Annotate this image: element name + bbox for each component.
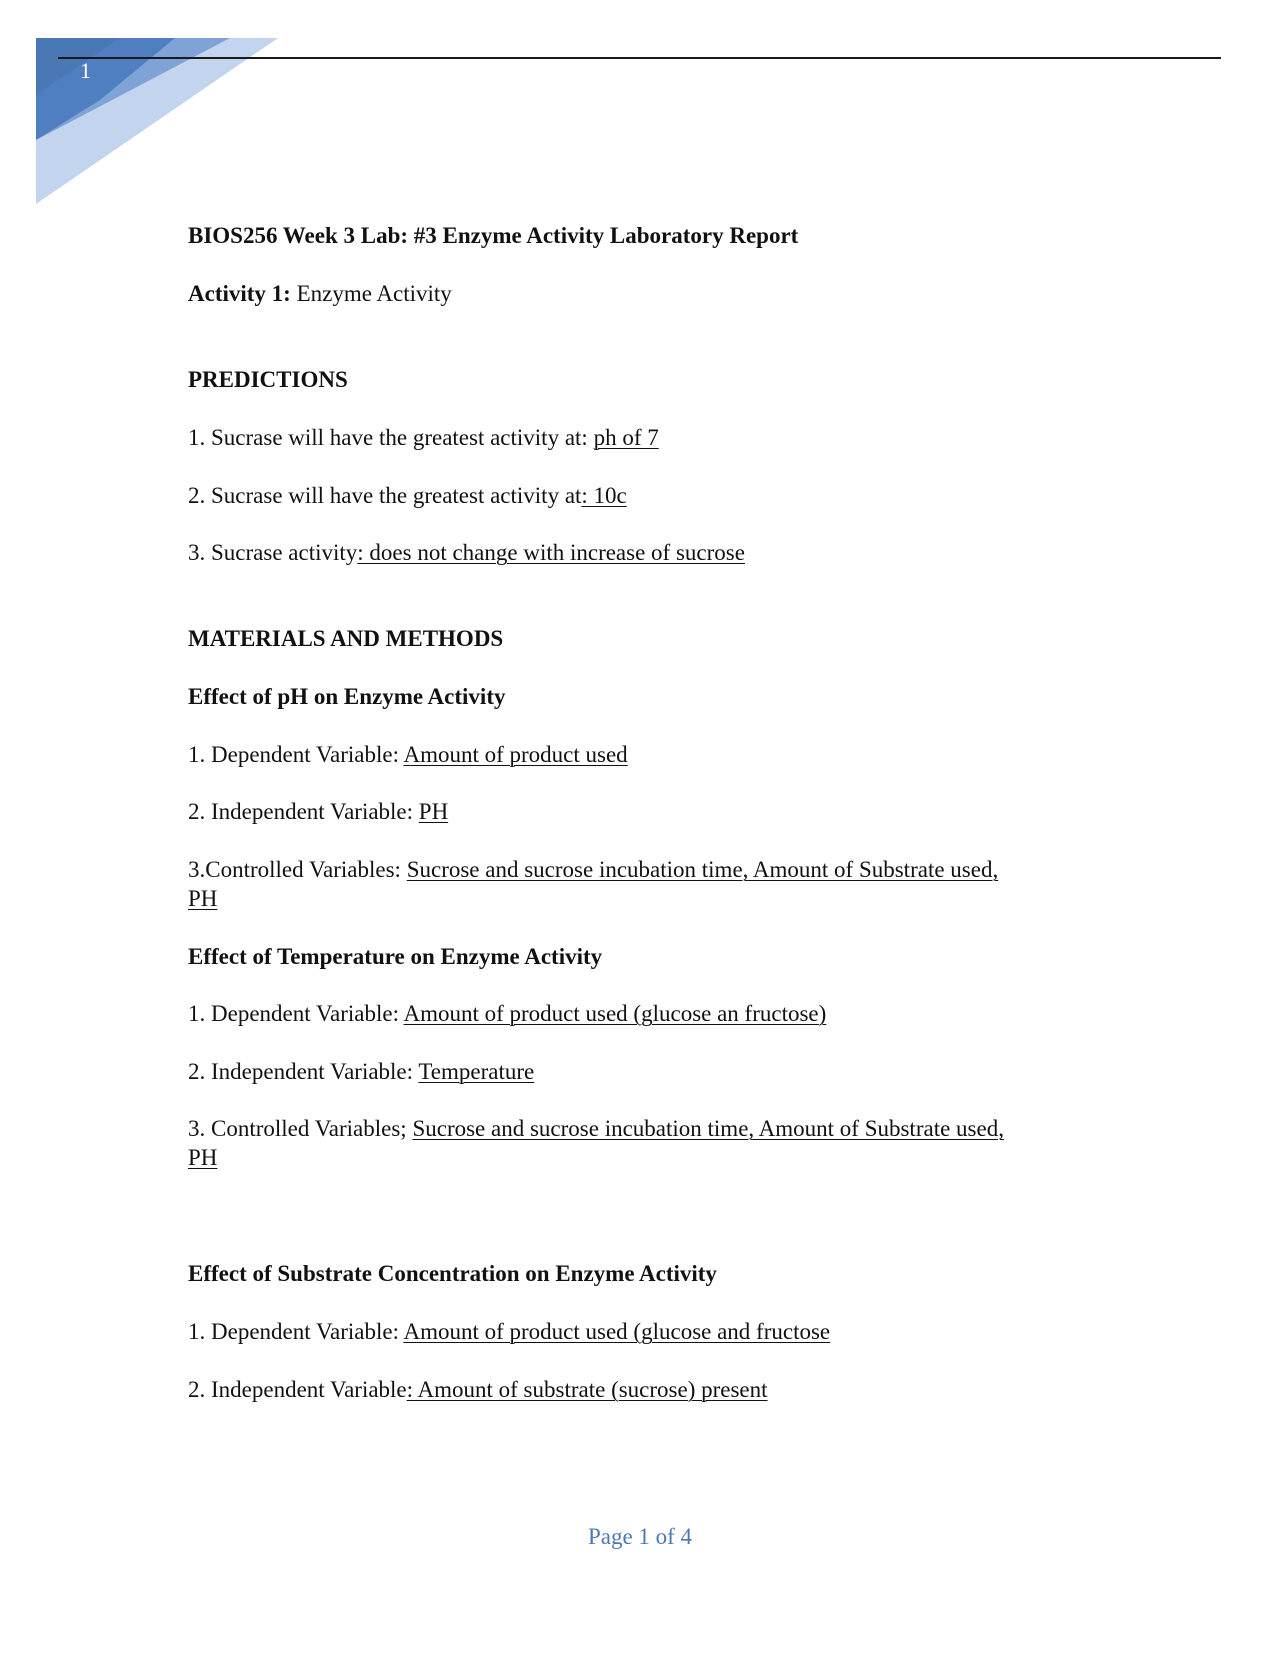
header-page-number: 1 (80, 58, 91, 83)
temp-controlled-answer: Sucrose and sucrose incubation time, Amount of Substrate used, (412, 1116, 1004, 1141)
temp-independent-text: 2. Independent Variable: (188, 1059, 419, 1084)
substrate-independent-text: 2. Independent Variable (188, 1377, 407, 1402)
prediction-3-text: 3. Sucrase activity (188, 540, 358, 565)
ph-controlled (188, 856, 998, 884)
substrate-independent (188, 1376, 768, 1404)
document-title: BIOS256 Week 3 Lab: #3 Enzyme Activity Laboratory Report (188, 223, 799, 248)
temp-dependent-answer: Amount of product used (glucose an fructose) (403, 1001, 827, 1026)
ph-dependent-answer: Amount of product used (403, 742, 628, 767)
materials-heading: MATERIALS AND METHODS (188, 626, 504, 651)
prediction-2-answer: : 10c (581, 483, 627, 508)
activity-name: Enzyme Activity (296, 281, 452, 306)
ph-controlled-continued: PH (188, 886, 218, 911)
temp-dependent (188, 1000, 826, 1028)
prediction-3 (188, 539, 745, 567)
prediction-2 (188, 482, 627, 510)
header-rule (58, 57, 1221, 59)
ph-controlled-answer: Sucrose and sucrose incubation time, Amount of Substrate used, (406, 857, 999, 882)
prediction-2-text: 2. Sucrase will have the greatest activity at (188, 483, 582, 508)
ph-dependent (188, 741, 628, 769)
footer-page-label: Page 1 of 4 (587, 1524, 693, 1549)
ph-independent-text: 2. Independent Variable: (188, 799, 419, 824)
temp-controlled (188, 1115, 1004, 1143)
temp-independent-answer: Temperature (418, 1059, 535, 1084)
activity-label: Activity 1: (188, 281, 291, 306)
prediction-3-answer: : does not change with increase of sucrose (357, 540, 745, 565)
predictions-heading: PREDICTIONS (188, 367, 348, 392)
temp-independent (188, 1058, 534, 1086)
temp-controlled-continued: PH (188, 1145, 218, 1170)
prediction-1 (188, 424, 659, 452)
substrate-section-heading: Effect of Substrate Concentration on Enzyme Activity (188, 1261, 717, 1286)
ph-independent-answer: PH (418, 799, 449, 824)
corner-decoration (0, 0, 300, 220)
ph-independent (188, 798, 448, 826)
substrate-dependent-answer: Amount of product used (glucose and fructose (403, 1319, 831, 1344)
activity-line (188, 280, 452, 308)
temp-section-heading: Effect of Temperature on Enzyme Activity (188, 944, 603, 969)
substrate-dependent-text: 1. Dependent Variable: (188, 1319, 404, 1344)
ph-section-heading: Effect of pH on Enzyme Activity (188, 684, 506, 709)
prediction-1-text: 1. Sucrase will have the greatest activity at: (188, 425, 594, 450)
temp-controlled-text: 3. Controlled Variables; (188, 1116, 413, 1141)
ph-dependent-text: 1. Dependent Variable: (188, 742, 404, 767)
substrate-dependent (188, 1318, 830, 1346)
prediction-1-answer: ph of 7 (593, 425, 659, 450)
temp-dependent-text: 1. Dependent Variable: (188, 1001, 404, 1026)
substrate-independent-answer: : Amount of substrate (sucrose) present (406, 1377, 768, 1402)
ph-controlled-text: 3.Controlled Variables: (188, 857, 407, 882)
